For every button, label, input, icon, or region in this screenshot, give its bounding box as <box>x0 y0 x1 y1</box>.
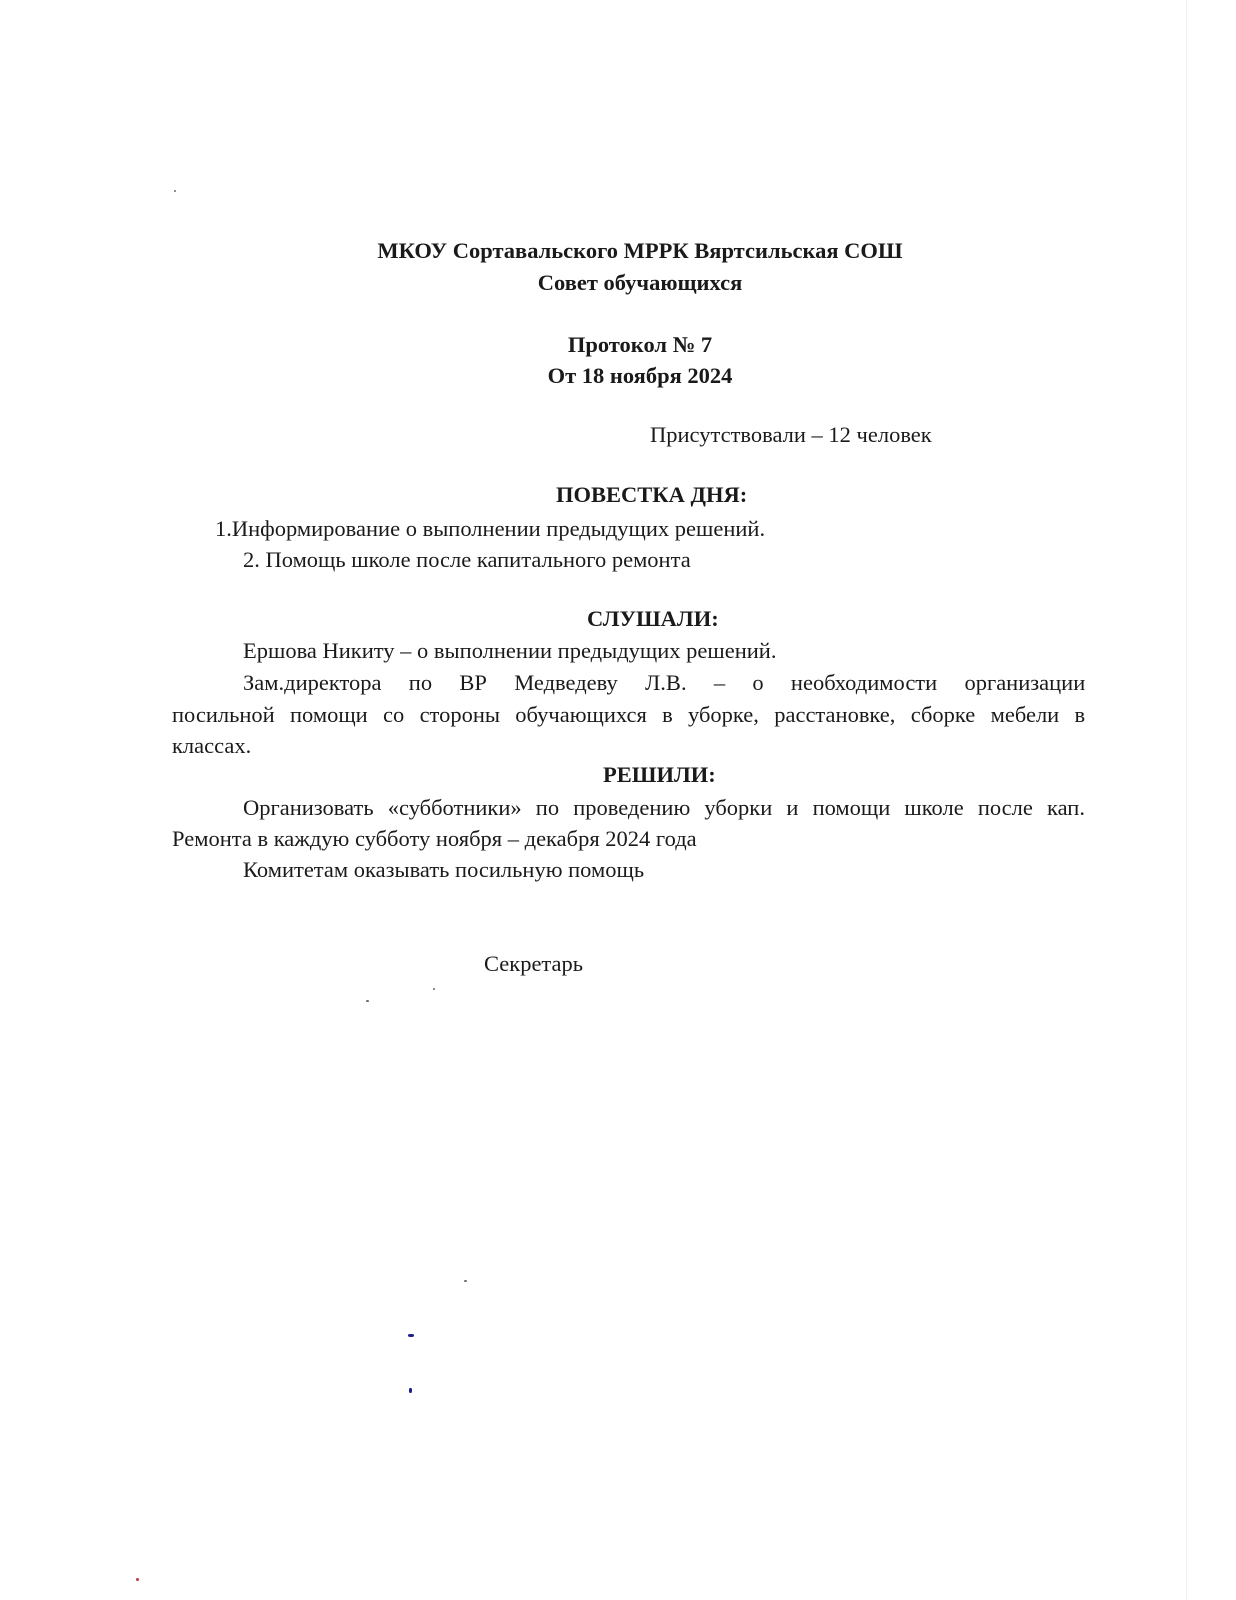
heard-heading: СЛУШАЛИ: <box>587 606 719 631</box>
decided-line-3: Комитетам оказывать посильную помощь <box>243 857 645 882</box>
scan-speck <box>174 190 176 192</box>
scan-speck <box>464 1280 467 1282</box>
heard-line-4: классах. <box>172 733 252 758</box>
agenda-item-1: 1.Информирование о выполнении предыдущих решений. <box>215 516 766 541</box>
heard-line-2: Зам.директора по ВР Медведеву Л.В. – о необходимости организации <box>243 670 1086 695</box>
decided-line-2: Ремонта в каждую субботу ноября – декабря 2024 года <box>172 826 697 851</box>
scan-speck <box>366 1000 369 1002</box>
decided-line-1: Организовать «субботники» по проведению уборки и помощи школе после кап. <box>243 795 1085 820</box>
protocol-date: От 18 ноября 2024 <box>547 363 733 388</box>
ink-speck <box>409 1388 412 1393</box>
decided-heading: РЕШИЛИ: <box>603 762 716 787</box>
agenda-heading: ПОВЕСТКА ДНЯ: <box>556 482 748 507</box>
council-name: Совет обучающихся <box>537 270 743 295</box>
attendance: Присутствовали – 12 человек <box>650 422 932 447</box>
heard-line-1: Ершова Никиту – о выполнении предыдущих решений. <box>243 638 777 663</box>
agenda-item-2: 2. Помощь школе после капитального ремонта <box>243 547 691 572</box>
scan-speck <box>433 988 435 990</box>
ink-speck <box>408 1334 414 1337</box>
scan-speck <box>136 1578 139 1581</box>
protocol-number: Протокол № 7 <box>567 332 713 357</box>
secretary-label: Секретарь <box>484 951 584 976</box>
heard-line-3: посильной помощи со стороны обучающихся в уборке, расстановке, сборке мебели в <box>172 702 1086 727</box>
org-name: МКОУ Сортавальского МРРК Вяртсильская СОШ <box>377 238 903 263</box>
